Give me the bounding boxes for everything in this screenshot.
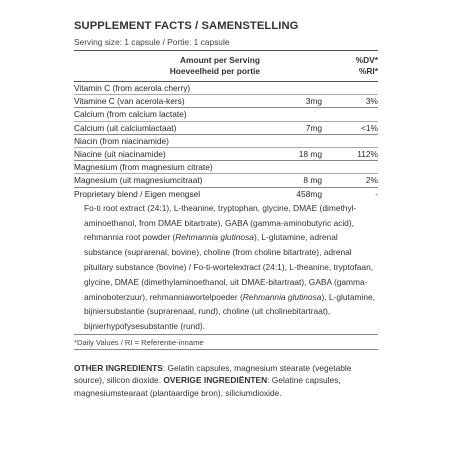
nutrient-dv: 112% bbox=[357, 149, 378, 160]
blend-latin-name-2: Rehmannia glutinosa bbox=[242, 291, 322, 302]
other-ingredients-text-en: : Gelatin capsules, magnesium stearate (vegetable source), silicon dioxide. bbox=[74, 363, 352, 386]
nutrient-dv: <1% bbox=[361, 122, 378, 133]
nutrient-amount: 18 mg bbox=[298, 149, 322, 160]
nutrient-dv: 2% bbox=[365, 175, 378, 186]
nutrient-name-nl: Magnesium (uit magnesiumcitraat) bbox=[74, 175, 203, 186]
dv-header-en: %DV* bbox=[355, 55, 378, 65]
footnote-divider bbox=[74, 349, 378, 350]
blend-text-1: Fo-ti root extract (24:1), L-theanine, tryptophan, glycine, DMAE (dimethyl-aminoethanol, from DMAE bitartrate), GABA (gamma-aminobutyric acid), rehmannia root powder ( bbox=[84, 202, 357, 243]
blend-latin-name-1: Rehmannia glutinosa bbox=[175, 232, 254, 243]
amount-header bbox=[74, 55, 260, 76]
nutrient-name-en: Niacin (from niacinamide) bbox=[74, 135, 169, 146]
dv-header bbox=[260, 55, 378, 76]
nutrient-row-vitamin-c bbox=[74, 82, 378, 108]
nutrient-name-nl: Vitamine C (van acerola-kers) bbox=[74, 96, 185, 107]
nutrient-name-en: Calcium (from calcium lactate) bbox=[74, 109, 187, 120]
blend-ingredients bbox=[74, 201, 378, 334]
nutrient-name-en: Vitamin C (from acerola cherry) bbox=[74, 83, 191, 93]
nutrient-name-nl: Niacine (uit niacinamide) bbox=[74, 149, 166, 160]
other-ingredients-label-en: OTHER INGREDIENTS bbox=[74, 363, 163, 373]
blend-name: Proprietary blend / Eigen mengsel bbox=[74, 188, 201, 199]
blend-amount: 458mg bbox=[296, 188, 322, 199]
other-ingredients-label-nl: OVERIGE INGREDIËNTEN bbox=[163, 375, 268, 386]
other-ingredients bbox=[74, 362, 378, 399]
dv-header-nl: %RI* bbox=[358, 65, 378, 76]
panel-title: SUPPLEMENT FACTS / SAMENSTELLING bbox=[74, 20, 299, 32]
amount-header-en: Amount per Serving bbox=[179, 55, 260, 65]
nutrient-row-magnesium bbox=[74, 161, 378, 187]
proprietary-blend-row bbox=[74, 188, 378, 335]
blend-text-2: ), L-glutamine, adrenal substance (suprarenal, bovine), choline (from choline bitartrate), adrenal pituitary substance (bovine) / Fo-ti-wortelextract (24:1), L-theanine, tryptofaan, glycine, DMAE (dimethylaminoethanol, uit DMAE-bitartraat), GABA (gamma-aminoboterzuur), rehmanniawortelpoeder ( bbox=[84, 232, 374, 302]
amount-header-nl: Hoeveelheid per portie bbox=[169, 65, 260, 76]
nutrient-dv: 3% bbox=[365, 96, 378, 107]
nutrient-row-calcium bbox=[74, 108, 378, 134]
nutrient-name-nl: Calcium (uit calciumlactaat) bbox=[74, 122, 177, 133]
nutrient-row-niacin bbox=[74, 135, 378, 161]
other-ingredients-text-nl: : Gelatine capsules, magnesiumstearaat (plantaardige bron), siliciumdioxide. bbox=[74, 375, 341, 398]
nutrient-amount: 8 mg bbox=[303, 175, 322, 186]
blend-dv: - bbox=[375, 188, 378, 199]
supplement-facts-panel bbox=[74, 20, 378, 399]
serving-size: Serving size: 1 capsule / Portie: 1 capsule bbox=[74, 37, 230, 47]
nutrient-amount: 3mg bbox=[305, 96, 322, 107]
daily-value-footnote: *Daily Values / RI = Referentie-inname bbox=[74, 338, 204, 347]
nutrient-amount: 7mg bbox=[305, 122, 322, 133]
blend-text-3: ), L-glutamine, bijniersubstantie (suprarenaal, rund), choline (uit cholinebitartraat), bijnierhypofysesubstantie (rund). bbox=[84, 291, 375, 332]
nutrient-name-en: Magnesium (from magnesium citrate) bbox=[74, 162, 213, 173]
column-header bbox=[74, 51, 378, 81]
